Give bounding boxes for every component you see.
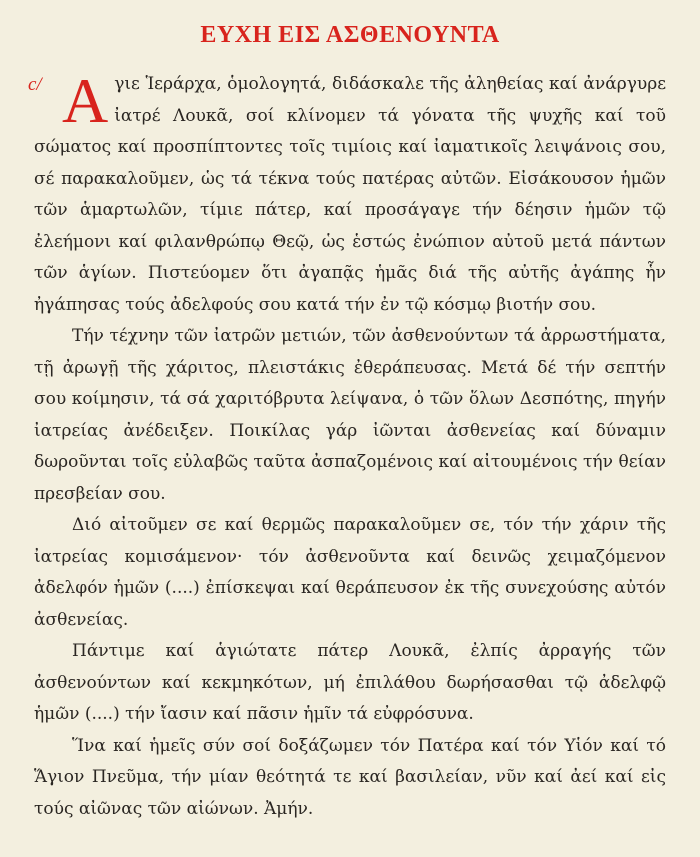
paragraph-2: Τήν τέχνην τῶν ἰατρῶν μετιών, τῶν ἀσθενούντων τά ἀρρωστήματα, τῇ ἀρωγῇ τῆς χάριτος, πλειστάκις ἐθεράπευσας. Μετά δέ τήν σεπτήν σου κοίμησιν, τά σά χαριτόβρυτα λείψανα, ὁ τῶν ὅλων Δεσπότης, πηγήν ἰατρείας ἀνέδειξεν. Ποικίλας γάρ ἰῶνται ἀσθενείας καί δύναμιν δωροῦνται τοῖς εὐλαβῶς ταῦτα ἀσπαζομένοις καί αἰτουμένοις τήν θείαν πρεσβείαν σου. [34, 326, 666, 504]
paragraph-4: Πάντιμε καί ἁγιώτατε πάτερ Λουκᾶ, ἐλπίς ἀρραγής τῶν ἀσθενούντων καί κεκμηκότων, μή ἐπιλάθου δωρήσασθαι τῷ ἀδελφῷ ἡμῶν (....) τήν ἴασιν καί πᾶσιν ἡμῖν τά εὐφρόσυνα. [34, 641, 666, 724]
drop-cap: Α [62, 65, 109, 136]
paragraph-1 [28, 65, 666, 321]
paragraph-5: Ἵνα καί ἡμεῖς σύν σοί δοξάζωμεν τόν Πατέρα καί τόν Υἱόν καί τό Ἅγιον Πνεῦμα, τήν μίαν θεότητά τε καί βασιλείαν, νῦν καί ἀεί καί εἰς τούς αἰῶνας τῶν αἰώνων. Ἀμήν. [34, 735, 666, 819]
page-title: ΕΥΧΗ ΕΙΣ ΑΣΘΕΝΟΥΝΤΑ [200, 22, 500, 48]
red-margin-mark: c/ [28, 74, 42, 95]
paragraph-3: Διό αἰτοῦμεν σε καί θερμῶς παρακαλοῦμεν σε, τόν τήν χάριν τῆς ἰατρείας κομισάμενον· τόν ἀσθενοῦντα καί δεινῶς χειμαζόμενον ἀδελφόν ἡμῶν (....) ἐπίσκεψαι καί θεράπευσον ἐκ τῆς συνεχούσης αὐτόν ἀσθενείας. [34, 515, 666, 630]
paragraph-1-text: γιε Ἱεράρχα, ὁμολογητά, διδάσκαλε τῆς ἀληθείας καί ἀνάργυρε ἰατρέ Λουκᾶ, σοί κλίνομεν τά γόνατα τῆς ψυχῆς καί τοῦ σώματος καί προσπίπτοντες τοῖς τιμίοις καί ἰαματικοῖς λειψάνοις σου, σέ παρακαλοῦμεν, ὡς τά τέκνα τούς πατέρας αὐτῶν. Εἰσάκουσον ἡμῶν τῶν ἁμαρτωλῶν, τίμιε πάτερ, καί προσάγαγε τήν δέησιν ἡμῶν τῷ ἐλεήμονι καί φιλανθρώπῳ Θεῷ, ὡς ἑστώς ἐνώπιον αὐτοῦ μετά πάντων τῶν ἁγίων. Πιστεύομεν ὅτι ἀγαπᾷς ἡμᾶς διά τῆς αὐτῆς ἀγάπης ἧν ἠγάπησας τούς ἀδελφούς σου κατά τήν ἐν τῷ κόσμῳ βιοτήν σου. [34, 74, 666, 315]
